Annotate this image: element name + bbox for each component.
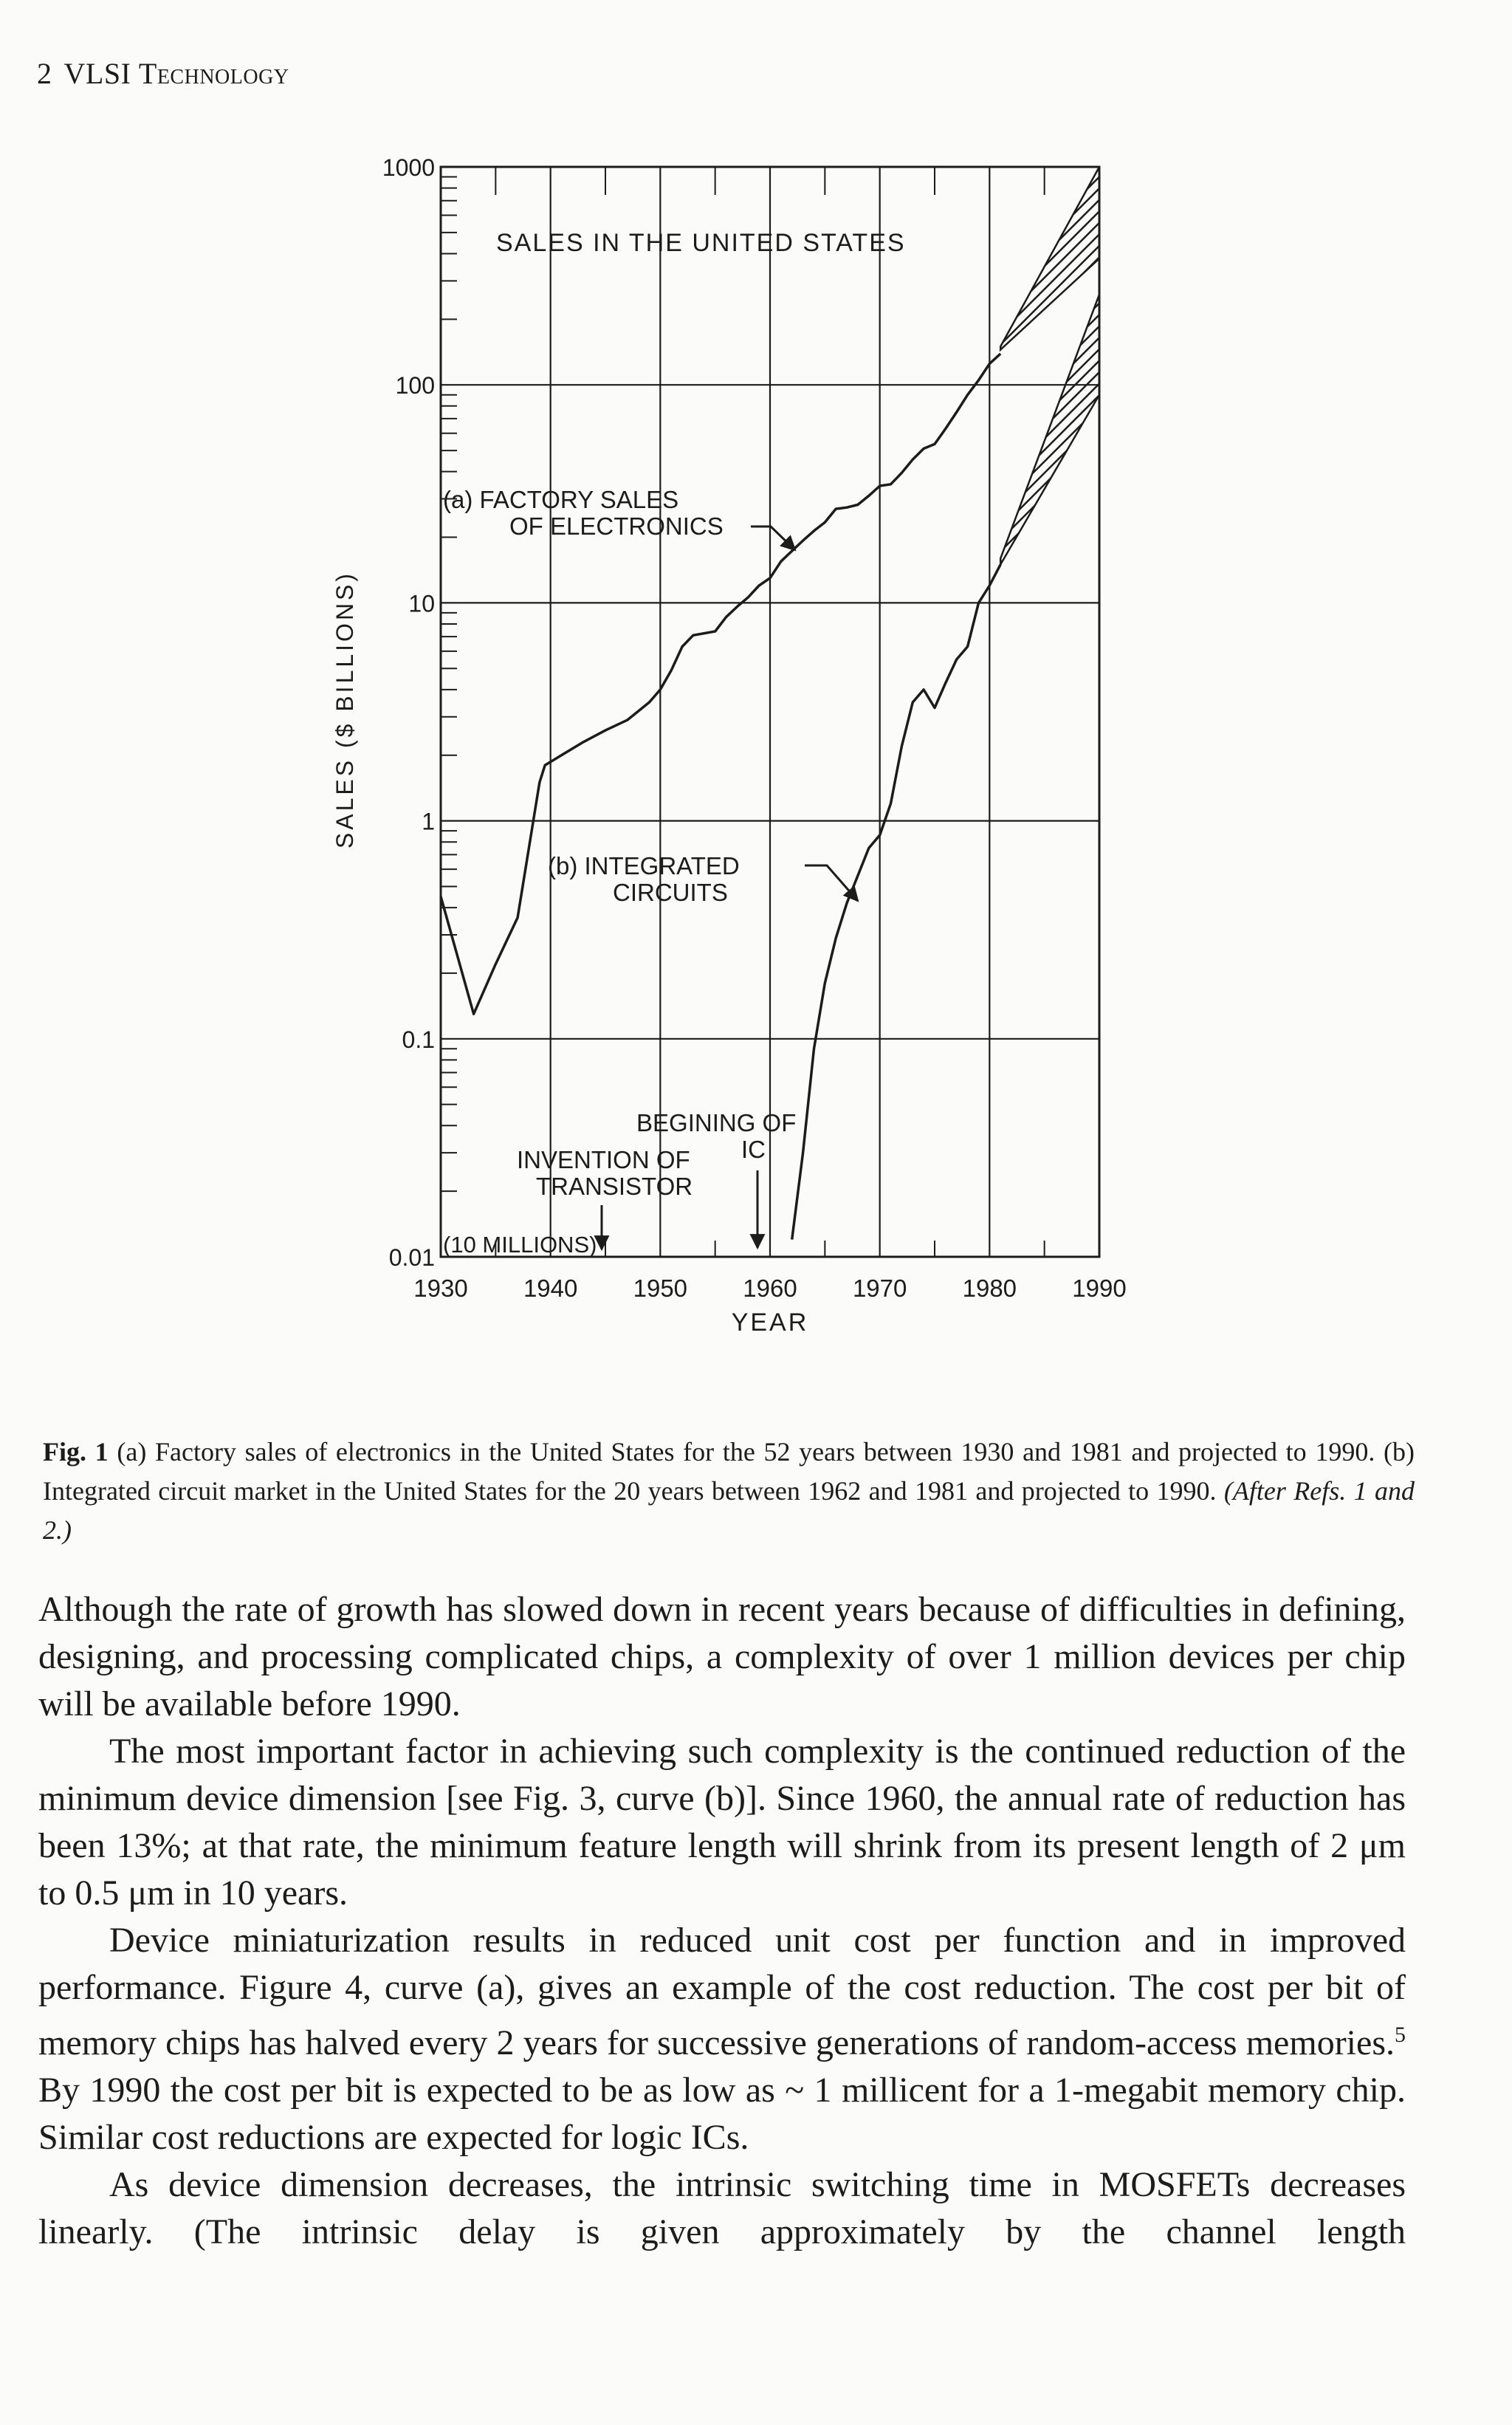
projection-band-a	[1000, 167, 1099, 350]
y-tick-label: 0.1	[402, 1026, 435, 1053]
annotation-millions: (10 MILLIONS)	[443, 1232, 597, 1258]
annotation-a-line1: (a) FACTORY SALES	[443, 486, 679, 513]
x-tick-label: 1970	[852, 1275, 907, 1302]
y-tick-label: 1	[422, 808, 435, 835]
annotation-a-line2: OF ELECTRONICS	[509, 512, 724, 540]
annotation-transistor-line1: INVENTION OF	[517, 1146, 690, 1173]
grid-lines	[441, 167, 1099, 1257]
x-tick-label: 1950	[633, 1275, 688, 1302]
y-tick-label: 10	[408, 590, 435, 617]
paragraph-3-text-b: By 1990 the cost per bit is expected to be as low as ~ 1 millicent for a 1-megabit memory chip. Similar cost reductions are expected for logic ICs.	[38, 2071, 1406, 2157]
annotation-b-line1: (b) INTEGRATED	[548, 852, 740, 879]
y-axis-label: SALES ($ BILLIONS)	[331, 570, 358, 849]
caption-source: (After Refs. 1 and 2.)	[43, 1476, 1415, 1545]
annotation-ic-line2: IC	[741, 1136, 766, 1163]
annotation-b	[548, 852, 858, 906]
x-tick-label: 1980	[962, 1275, 1017, 1302]
chart-title: SALES IN THE UNITED STATES	[496, 229, 906, 257]
annotation-transistor-line2: TRANSISTOR	[536, 1173, 693, 1200]
paragraph-3-ref: 5	[1395, 2023, 1406, 2047]
y-tick-label: 1000	[382, 154, 435, 181]
y-tick-label: 0.01	[388, 1244, 435, 1271]
x-tick-label: 1990	[1072, 1275, 1127, 1302]
annotation-ic-line1: BEGINING OF	[636, 1109, 797, 1136]
x-tick-label: 1960	[743, 1275, 797, 1302]
running-head-title-small: Technology	[138, 57, 289, 90]
paragraph-3-text-a: Device miniaturization results in reduced unit cost per function and in improved performance. Figure 4, curve (a), gives an example of the cost reduction. The cost per bit of memory chips has halved every 2 years for successive generations of random-access memories.	[38, 1921, 1406, 2062]
series-line-a	[441, 354, 1000, 1014]
paragraph-3	[38, 1917, 1406, 2161]
annotation-a	[443, 486, 795, 550]
x-tick-label: 1930	[413, 1275, 468, 1302]
annotation-b-line2: CIRCUITS	[613, 879, 728, 906]
figure-caption	[43, 1433, 1415, 1550]
caption-text: (a) Factory sales of electronics in the United States for the 52 years between 1930 and 1981 and projected to 1990. (b) Integrated circuit market in the United States for the 20 years between 1962 and 1981 and projected to 1990.	[43, 1437, 1415, 1506]
x-tick-label: 1940	[523, 1275, 578, 1302]
x-axis-label: YEAR	[731, 1308, 809, 1337]
annotation-a-leader	[751, 526, 795, 550]
running-head-title-main: VLSI	[63, 57, 139, 90]
caption-label: Fig. 1	[43, 1437, 109, 1467]
body-text	[38, 1586, 1406, 2256]
paragraph-4: As device dimension decreases, the intrinsic switching time in MOSFETs decreases linearly. (The intrinsic delay is given approximately by the channel length	[38, 2165, 1406, 2251]
y-tick-label: 100	[395, 372, 435, 399]
paragraph-1: Although the rate of growth has slowed down in recent years because of difficulties in defining, designing, and processing complicated chips, a complexity of over 1 million devices per chip will be available before 1990.	[38, 1590, 1406, 1723]
page-number: 2	[37, 57, 52, 90]
series-line-b	[792, 564, 1001, 1239]
paragraph-2: The most important factor in achieving such complexity is the continued reduction of the minimum device dimension [see Fig. 3, curve (b)]. Since 1960, the annual rate of reduction has been 13%; at that rate, the minimum feature length will shrink from its present length of 2 μm to 0.5 μm in 10 years.	[38, 1732, 1406, 1913]
